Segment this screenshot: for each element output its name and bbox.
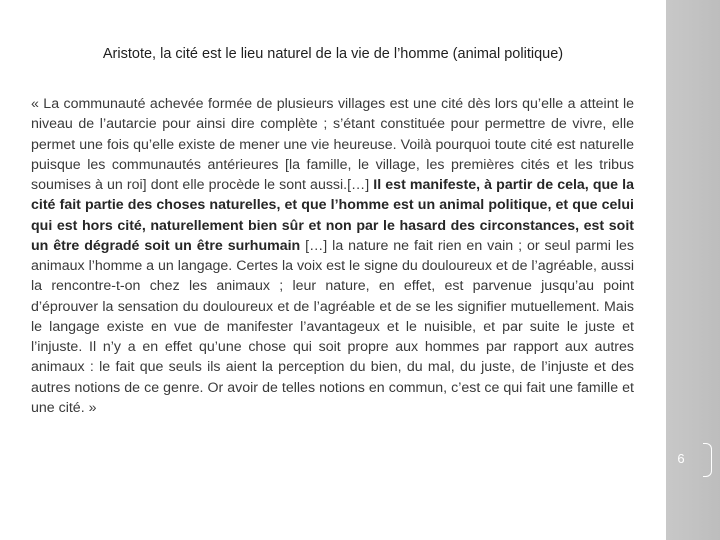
page-number: 6 <box>677 451 685 466</box>
right-bracket-icon <box>703 443 712 477</box>
quote-part-1: « La communauté achevée formée de plusieurs villages est une cité dès lors qu’elle a atteint le niveau de l’autarcie pour ainsi dire complète ; s’étant constituée pour permettre de vivre, elle permet une fois qu’elle existe de mener une vie heureuse. Voilà pourquoi toute cité est naturelle puisque les communautés antérieures [la famille, le village, les premières cités et les tribus soumises à un roi] dont elle procède le sont aussi.[…] <box>31 96 634 193</box>
quote-bold-passage: Il est manifeste, à partir de cela, que la cité fait partie des choses naturelles, et que l’homme est un animal politique, et que celui qui est hors cité, naturellement bien sûr et non par le hasard des circonstances, est soit un être dégradé soit un être surhumain <box>31 177 635 254</box>
quote-part-2: […] la nature ne fait rien en vain ; or seul parmi les animaux l’homme a un langage. Certes la voix est le signe du douloureux et de l’agréable, aussi la rencontre-t-on chez les animaux ; leur nature, en effet, est parvenue jusqu’au point d’éprouver la sensation du douloureux et de l’agréable et de se les signifier mutuellement. Mais le langage existe en vue de manifester l’avantageux et le nuisible, et par suite le juste et l’injuste. Il n’y a en effet qu’une chose qui soit propre aux hommes par rapport aux autres animaux : le fait que seuls ils aient la perception du bien, du mal, du juste, de l’injuste et des autres notions de ce genre. Or avoir de telles notions en commun, c’est ce qui fait une famille et une cité. » <box>31 237 635 416</box>
page-number-indicator <box>650 443 712 477</box>
slide-title: Aristote, la cité est le lieu naturel de la vie de l’homme (animal politique) <box>102 46 564 62</box>
quote-text <box>31 94 634 418</box>
